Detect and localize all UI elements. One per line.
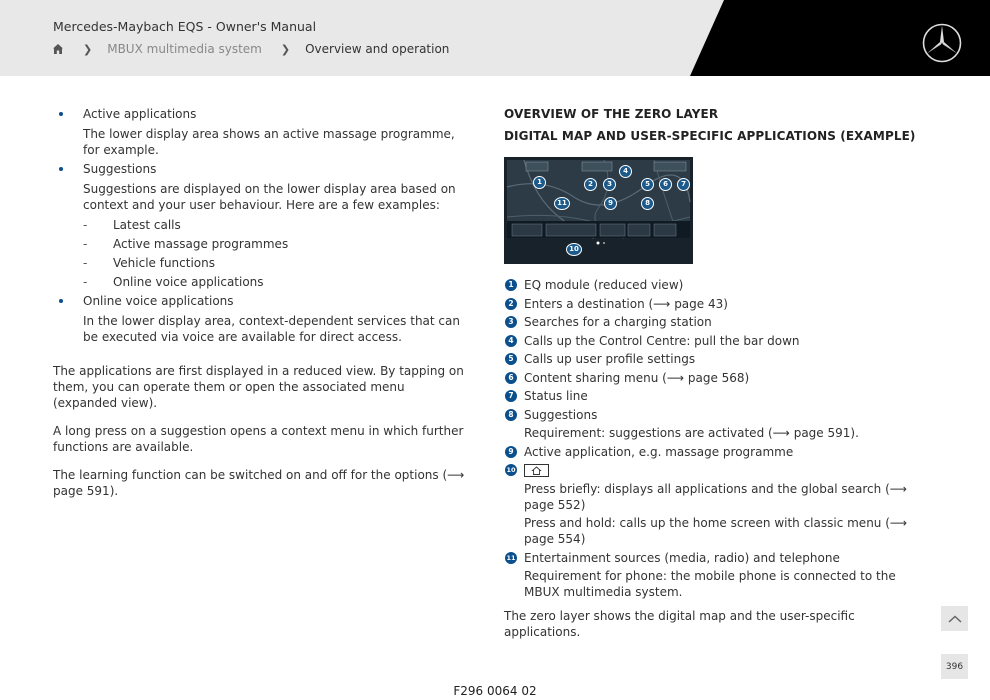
mercedes-star-logo <box>921 22 963 64</box>
number-badge: 4 <box>505 335 517 347</box>
sub-list-item: - Vehicle functions <box>83 256 215 270</box>
legend-text: Calls up the Control Centre: pull the bar down <box>524 333 800 348</box>
legend-text: Searches for a charging station <box>524 315 712 329</box>
number-badge: 11 <box>506 553 516 562</box>
legend-text: Calls up user profile settings <box>524 352 696 366</box>
bullet-description: In the lower display area, context-dependent services that can be executed via voice are available for direct access. <box>83 314 460 344</box>
figure-callout: 2 <box>584 178 597 191</box>
page-number: 396 <box>941 654 968 679</box>
legend-text: Active application, e.g. massage programme <box>524 444 794 459</box>
number-badge: 2 <box>505 298 517 310</box>
number-badge: 9 <box>505 446 517 458</box>
home-icon[interactable] <box>52 43 64 55</box>
breadcrumb-current: Overview and operation <box>305 42 450 56</box>
figure-callout: 5 <box>641 178 654 191</box>
legend-item <box>504 388 924 404</box>
chevron-right-icon: ❯ <box>83 42 93 56</box>
bullet-dot-icon <box>59 299 63 303</box>
map-illustration <box>504 157 693 264</box>
legend-item <box>504 407 924 442</box>
legend-list <box>504 277 924 600</box>
legend-text: Entertainment sources (media, radio) and telephone <box>524 550 840 565</box>
bullet-title: Suggestions <box>83 162 157 176</box>
legend-item <box>504 462 924 547</box>
bullet-description: The lower display area shows an active massage programme, for example. <box>83 127 455 157</box>
scroll-to-top-button[interactable] <box>941 606 968 631</box>
number-badge: 7 <box>505 390 517 402</box>
chevron-right-icon: ❯ <box>280 42 291 56</box>
legend-text: EQ module (reduced view) <box>524 278 684 292</box>
legend-subtext: Requirement for phone: the mobile phone is connected to the MBUX multimedia system. <box>524 569 896 599</box>
legend-subtext[interactable]: Press and hold: calls up the home screen with classic menu (⟶ page 554) <box>524 516 908 546</box>
number-badge: 1 <box>505 279 517 291</box>
bullet-title: Active applications <box>83 107 197 121</box>
figure-callout: 6 <box>659 178 672 191</box>
figure-callout: 4 <box>619 165 632 178</box>
number-badge: 6 <box>505 372 517 384</box>
legend-item <box>504 277 924 293</box>
paragraph <box>53 467 468 499</box>
closing-paragraph: The zero layer shows the digital map and the user-specific applications. <box>504 609 855 639</box>
legend-text: Status line <box>524 389 588 403</box>
paragraph: A long press on a suggestion opens a context menu in which further functions are available. <box>53 424 464 454</box>
sub-list <box>83 217 468 290</box>
legend-text[interactable]: Content sharing menu (⟶ page 568) <box>524 370 750 385</box>
home-key-icon <box>524 464 549 477</box>
figure-code: F296 0064 02 <box>453 684 537 698</box>
breadcrumb-link-mbux[interactable]: MBUX multimedia system <box>107 42 262 56</box>
legend-item <box>504 314 924 330</box>
sub-list-item: - Latest calls <box>83 218 181 232</box>
number-badge: 10 <box>506 466 516 474</box>
list-item <box>53 161 468 290</box>
number-badge: 8 <box>505 409 517 421</box>
legend-item <box>504 444 924 460</box>
right-column <box>504 106 924 640</box>
figure-callout: 7 <box>677 178 690 191</box>
section-heading: OVERVIEW OF THE ZERO LAYER <box>504 107 719 121</box>
legend-item <box>504 370 924 386</box>
figure-callout: 1 <box>533 176 546 189</box>
list-item <box>53 293 468 345</box>
legend-text[interactable]: Enters a destination (⟶ page 43) <box>524 296 728 311</box>
legend-subtext[interactable]: Press briefly: displays all applications and the global search (⟶ page 552) <box>524 481 907 512</box>
legend-item <box>504 351 924 367</box>
figure-callout: 8 <box>641 197 654 210</box>
manual-title: Mercedes-Maybach EQS - Owner's Manual <box>53 19 317 34</box>
sub-list-item: - Online voice applications <box>83 275 264 289</box>
number-badge: 5 <box>505 353 517 365</box>
breadcrumb <box>52 42 449 56</box>
left-column <box>53 106 468 499</box>
legend-item <box>504 296 924 312</box>
figure-callout: 10 <box>566 243 582 256</box>
sub-list-item: - Active massage programmes <box>83 237 289 251</box>
legend-text: Suggestions <box>524 407 598 422</box>
figure-callout: 3 <box>603 178 616 191</box>
figure-callout: 9 <box>604 197 617 210</box>
page-link[interactable]: The learning function can be switched on and off for the options (⟶ page 591). <box>53 468 465 498</box>
legend-item <box>504 550 924 601</box>
bullet-dot-icon <box>59 112 63 116</box>
bullet-description: Suggestions are displayed on the lower display area based on context and your user behaviour. Here are a few examples: <box>83 182 456 212</box>
zero-layer-figure <box>504 157 693 264</box>
section-subheading: DIGITAL MAP AND USER-SPECIFIC APPLICATIONS (EXAMPLE) <box>504 129 916 143</box>
page-header <box>0 0 990 76</box>
legend-subtext[interactable]: Requirement: suggestions are activated (⟶ page 591). <box>524 426 859 440</box>
bullet-dot-icon <box>59 167 63 171</box>
list-item <box>53 106 468 158</box>
legend-item <box>504 333 924 349</box>
number-badge: 3 <box>505 316 517 328</box>
figure-callout: 11 <box>554 197 570 210</box>
bullet-title: Online voice applications <box>83 294 234 308</box>
chevron-up-icon <box>948 615 962 623</box>
paragraph: The applications are first displayed in a reduced view. By tapping on them, you can operate them or open the associated menu (expanded view). <box>53 364 464 410</box>
